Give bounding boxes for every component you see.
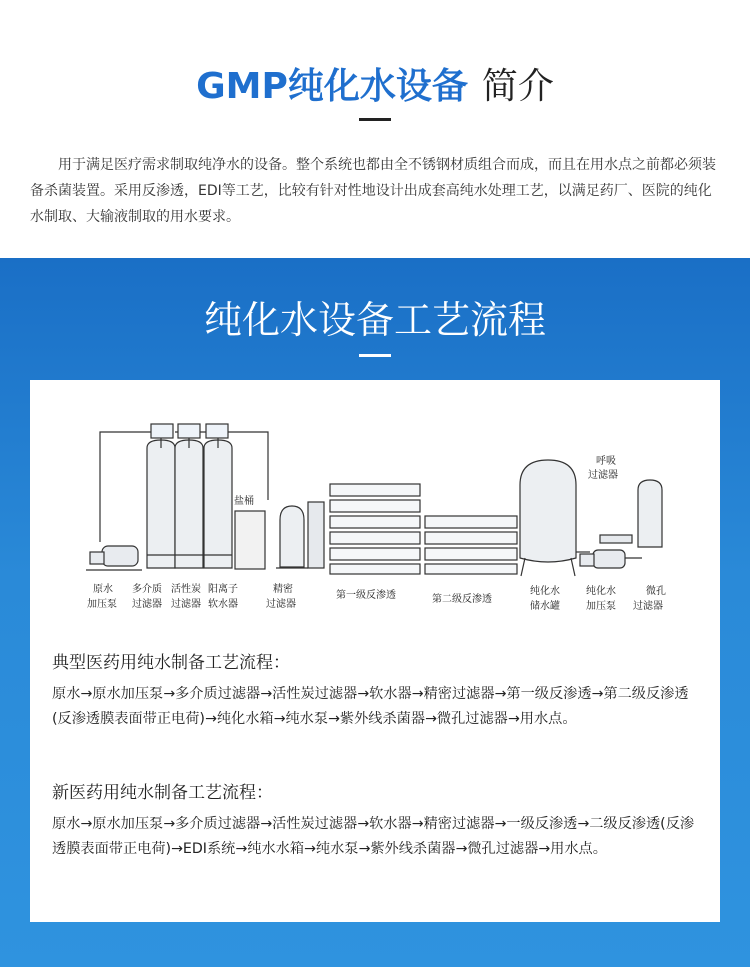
typical-flow-title: 典型医药用纯水制备工艺流程： [52, 653, 290, 673]
label-ro1: 第一级反渗透 [336, 590, 396, 601]
process-title-underline [359, 354, 391, 357]
new-flow-title: 新医药用纯水制备工艺流程： [52, 783, 273, 803]
label-multi-media-2: 过滤器 [132, 599, 162, 610]
title-blue: GMP纯化水设备 [196, 66, 468, 107]
label-precision-2: 过滤器 [266, 599, 296, 610]
process-diagram [30, 380, 720, 625]
label-tank-2: 储水罐 [530, 601, 560, 612]
label-salt-bucket: 盐桶 [234, 496, 254, 507]
label-pure-pump-2: 加压泵 [586, 601, 616, 612]
new-flow-text: 原水→原水加压泵→多介质过滤器→活性炭过滤器→软水器→精密过滤器→一级反渗透→二级反渗透(反渗透膜表面带正电荷)→EDI系统→纯水水箱→纯水泵→紫外线杀菌器→微孔过滤器→用水点。 [52, 816, 695, 857]
label-breather-1: 呼吸 [596, 456, 616, 467]
intro-paragraph: 用于满足医疗需求制取纯净水的设备。整个系统也都由全不锈钢材质组合而成，而且在用水点之前都必须装备杀菌装置。采用反渗透，EDI等工艺，比较有针对性地设计出成套高纯水处理工艺，以满足药厂、医院的纯化水制取、大输液制取的用水要求。 [30, 157, 716, 225]
label-raw-pump-1: 原水 [93, 584, 113, 595]
label-precision-1: 精密 [273, 584, 293, 595]
label-breather-2: 过滤器 [588, 470, 618, 481]
label-softener-1: 阳离子 [208, 584, 238, 595]
label-multi-media-1: 多介质 [132, 584, 162, 595]
label-ro2: 第二级反渗透 [432, 594, 492, 605]
label-tank-1: 纯化水 [530, 586, 560, 597]
label-micro-1: 微孔 [646, 586, 666, 597]
process-title: 纯化水设备工艺流程 [203, 298, 546, 342]
label-carbon-1: 活性炭 [171, 584, 201, 595]
page-title [0, 58, 750, 109]
label-micro-2: 过滤器 [633, 601, 663, 612]
label-raw-pump-2: 加压泵 [87, 599, 117, 610]
intro-section [0, 0, 750, 258]
label-pure-pump-1: 纯化水 [586, 586, 616, 597]
label-softener-2: 软水器 [208, 599, 238, 610]
typical-flow-text: 原水→原水加压泵→多介质过滤器→活性炭过滤器→软水器→精密过滤器→第一级反渗透→第二级反渗透(反渗透膜表面带正电荷)→纯化水箱→纯水泵→紫外线杀菌器→微孔过滤器→用水点。 [52, 686, 689, 727]
process-card [30, 380, 720, 922]
title-dark: 简介 [481, 66, 554, 107]
label-carbon-2: 过滤器 [171, 599, 201, 610]
title-underline [359, 118, 391, 121]
